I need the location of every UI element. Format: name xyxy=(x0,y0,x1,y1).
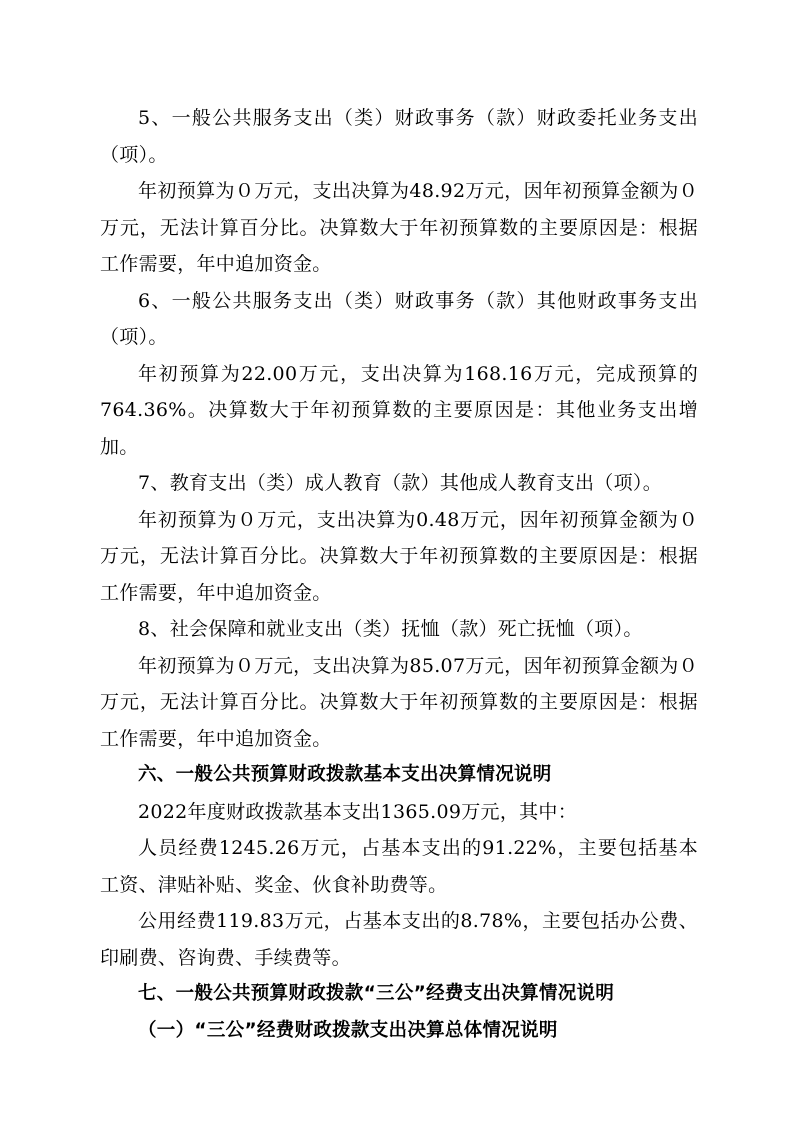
section-6-heading: 六、一般公共预算财政拨款基本支出决算情况说明 xyxy=(138,764,552,785)
item-5-title: 5、一般公共服务支出（类）财政事务（款）财政委托业务支出（项）。 xyxy=(100,107,698,166)
personnel-expenses: 人员经费1245.26万元，占基本支出的91.22%，主要包括基本工资、津贴补贴、奖金、伙食补助费等。 xyxy=(100,837,698,896)
item-8-title: 8、社会保障和就业支出（类）抚恤（款）死亡抚恤（项）。 xyxy=(138,618,643,640)
section-7-heading: 七、一般公共预算财政拨款“三公”经费支出决算情况说明 xyxy=(138,983,615,1004)
item-6-body: 年初预算为22.00万元，支出决算为168.16万元，完成预算的764.36%。决算数大于年初预算数的主要原因是：其他业务支出增加。 xyxy=(100,362,698,458)
public-expenses: 公用经费119.83万元，占基本支出的8.78%，主要包括办公费、印刷费、咨询费、手续费等。 xyxy=(100,910,698,969)
item-7-title: 7、教育支出（类）成人教育（款）其他成人教育支出（项）。 xyxy=(138,472,662,494)
document-body xyxy=(100,100,698,1049)
basic-expenditure-summary: 2022年度财政拨款基本支出1365.09万元，其中： xyxy=(138,800,578,823)
item-6-title: 6、一般公共服务支出（类）财政事务（款）其他财政事务支出（项）。 xyxy=(100,289,698,348)
item-5-body: 年初预算为０万元，支出决算为48.92万元，因年初预算金额为０万元，无法计算百分比。决算数大于年初预算数的主要原因是：根据工作需要，年中追加资金。 xyxy=(100,180,698,275)
item-7-body: 年初预算为０万元，支出决算为0.48万元，因年初预算金额为０万元，无法计算百分比。决算数大于年初预算数的主要原因是：根据工作需要，年中追加资金。 xyxy=(100,508,698,604)
subsection-1-heading: （一）“三公”经费财政拨款支出决算总体情况说明 xyxy=(138,1019,558,1041)
item-8-body: 年初预算为０万元，支出决算为85.07万元，因年初预算金额为０万元，无法计算百分比。决算数大于年初预算数的主要原因是：根据工作需要，年中追加资金。 xyxy=(100,654,698,750)
